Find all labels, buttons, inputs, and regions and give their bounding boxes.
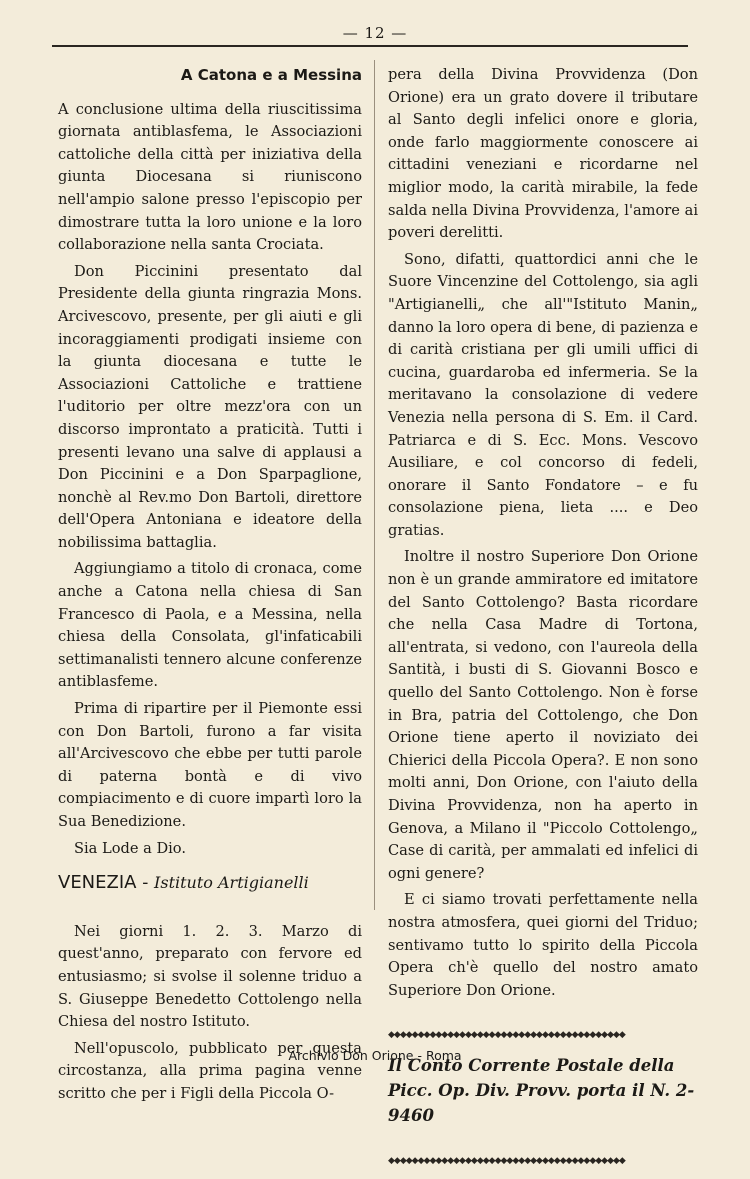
- paragraph: pera della Divina Provvidenza (Don Orione) era un grato dovere il tributare al Santo degli infelici onore e gloria, onde farlo maggiormente conoscere ai cittadini veneziani e ricordarne nel miglior modo, la carità mirabile, la fede salda nella Divina Provvidenza, l'amore ai poveri derelitti.: [388, 66, 698, 242]
- ornament-rule-top: ◆◆◆◆◆◆◆◆◆◆◆◆◆◆◆◆◆◆◆◆◆◆◆◆◆◆◆◆◆◆◆◆◆◆◆◆◆◆◆◆: [388, 1030, 625, 1041]
- paragraph: Don Piccinini presentato dal Presidente della giunta ringrazia Mons. Arcivescovo, presente, per gli aiuti e gli incoraggiamenti prodigati insieme con la giunta diocesana e tutte le Associazioni Cattoliche e trattiene l'uditorio per oltre mezz'ora con un discorso improntato a praticità. Tutti i presenti levano una salve di applausi a Don Piccinini e a Don Sparpaglione, nonchè al Rev.mo Don Bartoli, direttore dell'Opera Antoniana e ideatore della nobilissima battaglia.: [58, 262, 362, 551]
- article-heading: A Catona e a Messina: [180, 66, 362, 84]
- paragraph: E ci siamo trovati perfettamente nella nostra atmosfera, quei giorni del Triduo; sentivamo tutto lo spirito della Piccola Opera ch'è quello del nostro amato Superiore Don Orione.: [388, 891, 698, 999]
- right-column: [388, 64, 698, 1179]
- section-heading: VENEZIA - Istituto Artigianelli: [58, 872, 309, 894]
- paragraph: Prima di ripartire per il Piemonte essi con Don Bartoli, furono a far visita all'Arcivescovo che ebbe per tutti parole di paterna bontà e di vivo compiacimento e di cuore impartì loro la Sua Benedizione.: [58, 700, 362, 830]
- paragraph: Sia Lode a Dio.: [74, 839, 186, 857]
- top-rule: [52, 45, 688, 47]
- column-divider: [374, 60, 375, 910]
- ornament-rule-bottom: ◆◆◆◆◆◆◆◆◆◆◆◆◆◆◆◆◆◆◆◆◆◆◆◆◆◆◆◆◆◆◆◆◆◆◆◆◆◆◆◆: [388, 1155, 625, 1166]
- paragraph: Sono, difatti, quattordici anni che le Suore Vincenzine del Cottolengo, sia agli "Artigianelli„ che all'"Istituto Manin„ danno la loro opera di bene, di pazienza e di carità cristiana per gli umili uffici di cucina, guardaroba ed infermeria. Se la meritavano la consolazione di vedere Venezia nella persona di S. Em. il Card. Patriarca e di S. Ecc. Mons. Vescovo Ausiliare, e col concorso di fedeli, onorare il Santo Fondatore – e fu consolazione piena, lieta .... e Deo gratias.: [388, 250, 698, 539]
- archive-footer: Archivio Don Orione - Roma: [288, 1048, 462, 1063]
- left-column: [58, 64, 362, 1110]
- paragraph: Nell'opuscolo, pubblicato per questa circostanza, alla prima pagina venne scritto che per i Figli della Piccola O-: [58, 1039, 362, 1102]
- section-city: VENEZIA: [58, 872, 137, 894]
- paragraph: A conclusione ultima della riuscitissima giornata antiblasfema, le Associazioni cattoliche della città per iniziativa della giunta Diocesana si riuniscono nell'ampio salone presso l'episcopio per dimostrare tutta la loro unione e la loro collaborazione nella santa Crociata.: [58, 100, 362, 254]
- postal-account-notice: Il Conto Corrente Postale della Picc. Op. Div. Provv. porta il N. 2-9460: [388, 1055, 695, 1125]
- paragraph: Aggiungiamo a titolo di cronaca, come anche a Catona nella chiesa di San Francesco di Paola, e a Messina, nella chiesa della Consolata, gl'infaticabili settimanalisti tennero alcune conferenze antiblasfeme.: [58, 560, 362, 691]
- paragraph: Nei giorni 1. 2. 3. Marzo di quest'anno, preparato con fervore ed entusiasmo; si svolse il solenne triduo a S. Giuseppe Benedetto Cottolengo nella Chiesa del nostro Istituto.: [58, 922, 362, 1031]
- page-number: — 12 —: [342, 24, 408, 42]
- paragraph: Inoltre il nostro Superiore Don Orione non è un grande ammiratore ed imitatore del Santo Cottolengo? Basta ricordare che nella Casa Madre di Tortona, all'entrata, si vedono, con l'aureola della Santità, i busti di S. Giovanni Bosco e quello del Santo Cottolengo. Non è forse in Bra, patria del Cottolengo, che Don Orione tiene aperto il noviziato dei Chierici della Piccola Opera?. E non sono molti anni, Don Orione, con l'aiuto della Divina Provvidenza, non ha aperto in Genova, a Milano il "Piccolo Cottolengo„ Case di carità, per ammalati ed infelici di ogni genere?: [388, 548, 698, 882]
- section-subtitle: Istituto Artigianelli: [154, 873, 309, 893]
